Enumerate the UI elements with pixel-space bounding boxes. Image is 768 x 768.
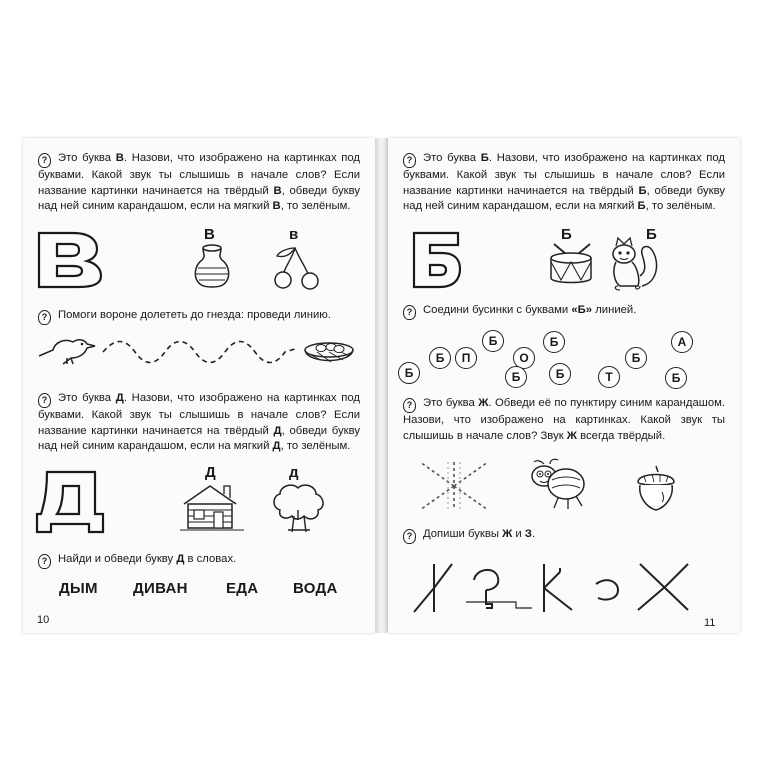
jug-icon	[190, 244, 234, 290]
bead-6[interactable]: О	[513, 347, 535, 369]
cherry-icon	[273, 246, 323, 290]
bead-2[interactable]: Б	[543, 331, 565, 353]
bead-1[interactable]: Б	[482, 330, 504, 352]
bead-4[interactable]: Б	[429, 347, 451, 369]
bead-12[interactable]: Б	[665, 367, 687, 389]
hint-key-icon: ?	[38, 310, 51, 325]
word-divan[interactable]: ДИВАН	[133, 580, 188, 597]
crow-icon	[37, 334, 97, 366]
nest-icon	[301, 336, 357, 370]
hint-key-icon: ?	[403, 529, 416, 544]
word-eda[interactable]: ЕДА	[226, 580, 259, 597]
pic-label-b-2[interactable]: Б	[646, 226, 657, 243]
pic-label-v-2[interactable]: в	[289, 226, 299, 243]
task-letter-b-text: ? Это буква Б. Назови, что изображено на картинках под буквами. Какой звук ты слышишь в начале слов? Если название картинки начинается на твёрдый Б, обведи букву над ней синим карандашом, если на мягкий Б, то зелёным.	[403, 152, 726, 212]
bead-8[interactable]: Б	[398, 362, 420, 384]
tree-icon	[270, 482, 328, 536]
squirrel-icon	[604, 236, 660, 292]
task-letter-d-text: ? Это буква Д. Назови, что изображено на картинках под буквами. Какой звук ты слышишь в начале слов? Если название картинки начинается на твёрдый Д, обведи букву над ней синим карандашом, если на мягкий Д, то зелёным.	[38, 392, 361, 452]
bead-10[interactable]: Т	[598, 366, 620, 388]
page-number-right: 11	[704, 617, 716, 629]
hint-key-icon: ?	[403, 153, 416, 168]
big-letter-v	[35, 231, 105, 289]
bead-11[interactable]: Б	[549, 363, 571, 385]
big-letter-b	[410, 231, 462, 289]
beetle-icon	[518, 458, 588, 510]
task-write-letters-text: ? Допиши буквы Ж и З.	[403, 527, 725, 544]
bead-9[interactable]: Б	[505, 366, 527, 388]
left-page	[23, 138, 375, 633]
pic-label-d-2[interactable]: д	[289, 464, 299, 481]
hint-key-icon: ?	[403, 398, 416, 413]
page-number-left: 10	[37, 614, 50, 626]
bead-5[interactable]: П	[455, 347, 477, 369]
task-find-d-text: ? Найди и обведи букву Д в словах.	[38, 552, 360, 569]
acorn-icon	[632, 464, 678, 512]
pic-label-b-1[interactable]: Б	[561, 226, 572, 243]
right-page	[388, 138, 740, 633]
task-letter-v-text: ? Это буква В. Назови, что изображено на картинках под буквами. Какой звук ты слышишь в начале слов? Если название картинки начинается на твёрдый В, обведи букву над ней синим карандашом, если на мягкий В, то зелёным.	[38, 152, 361, 212]
pic-label-v-1[interactable]: В	[204, 226, 215, 243]
word-voda[interactable]: ВОДА	[293, 580, 338, 597]
task-crow-text: ? Помоги вороне долететь до гнезда: проведи линию.	[38, 308, 360, 325]
house-icon	[180, 482, 246, 532]
bead-3[interactable]: А	[671, 331, 693, 353]
task-letter-zh-text: ? Это буква Ж. Обведи её по пунктиру синим карандашом. Назови, что изображено на картинках. Какой звук ты слышишь в начале слов? Звук Ж всегда твёрдый.	[403, 397, 726, 442]
drum-icon	[546, 242, 596, 286]
hint-key-icon: ?	[38, 153, 51, 168]
dotted-letter-zh[interactable]	[416, 460, 492, 512]
hint-key-icon: ?	[38, 554, 51, 569]
bead-7[interactable]: Б	[625, 347, 647, 369]
book-spine	[375, 138, 388, 633]
pic-label-d-1[interactable]: Д	[205, 464, 216, 481]
word-dym[interactable]: ДЫМ	[59, 580, 98, 597]
letter-elements-row[interactable]	[412, 562, 732, 614]
big-letter-d	[33, 468, 107, 534]
hint-key-icon: ?	[403, 305, 416, 320]
hint-key-icon: ?	[38, 393, 51, 408]
task-beads-text: ? Соедини бусинки с буквами «Б» линией.	[403, 303, 725, 320]
dotted-path-line[interactable]	[103, 338, 298, 366]
